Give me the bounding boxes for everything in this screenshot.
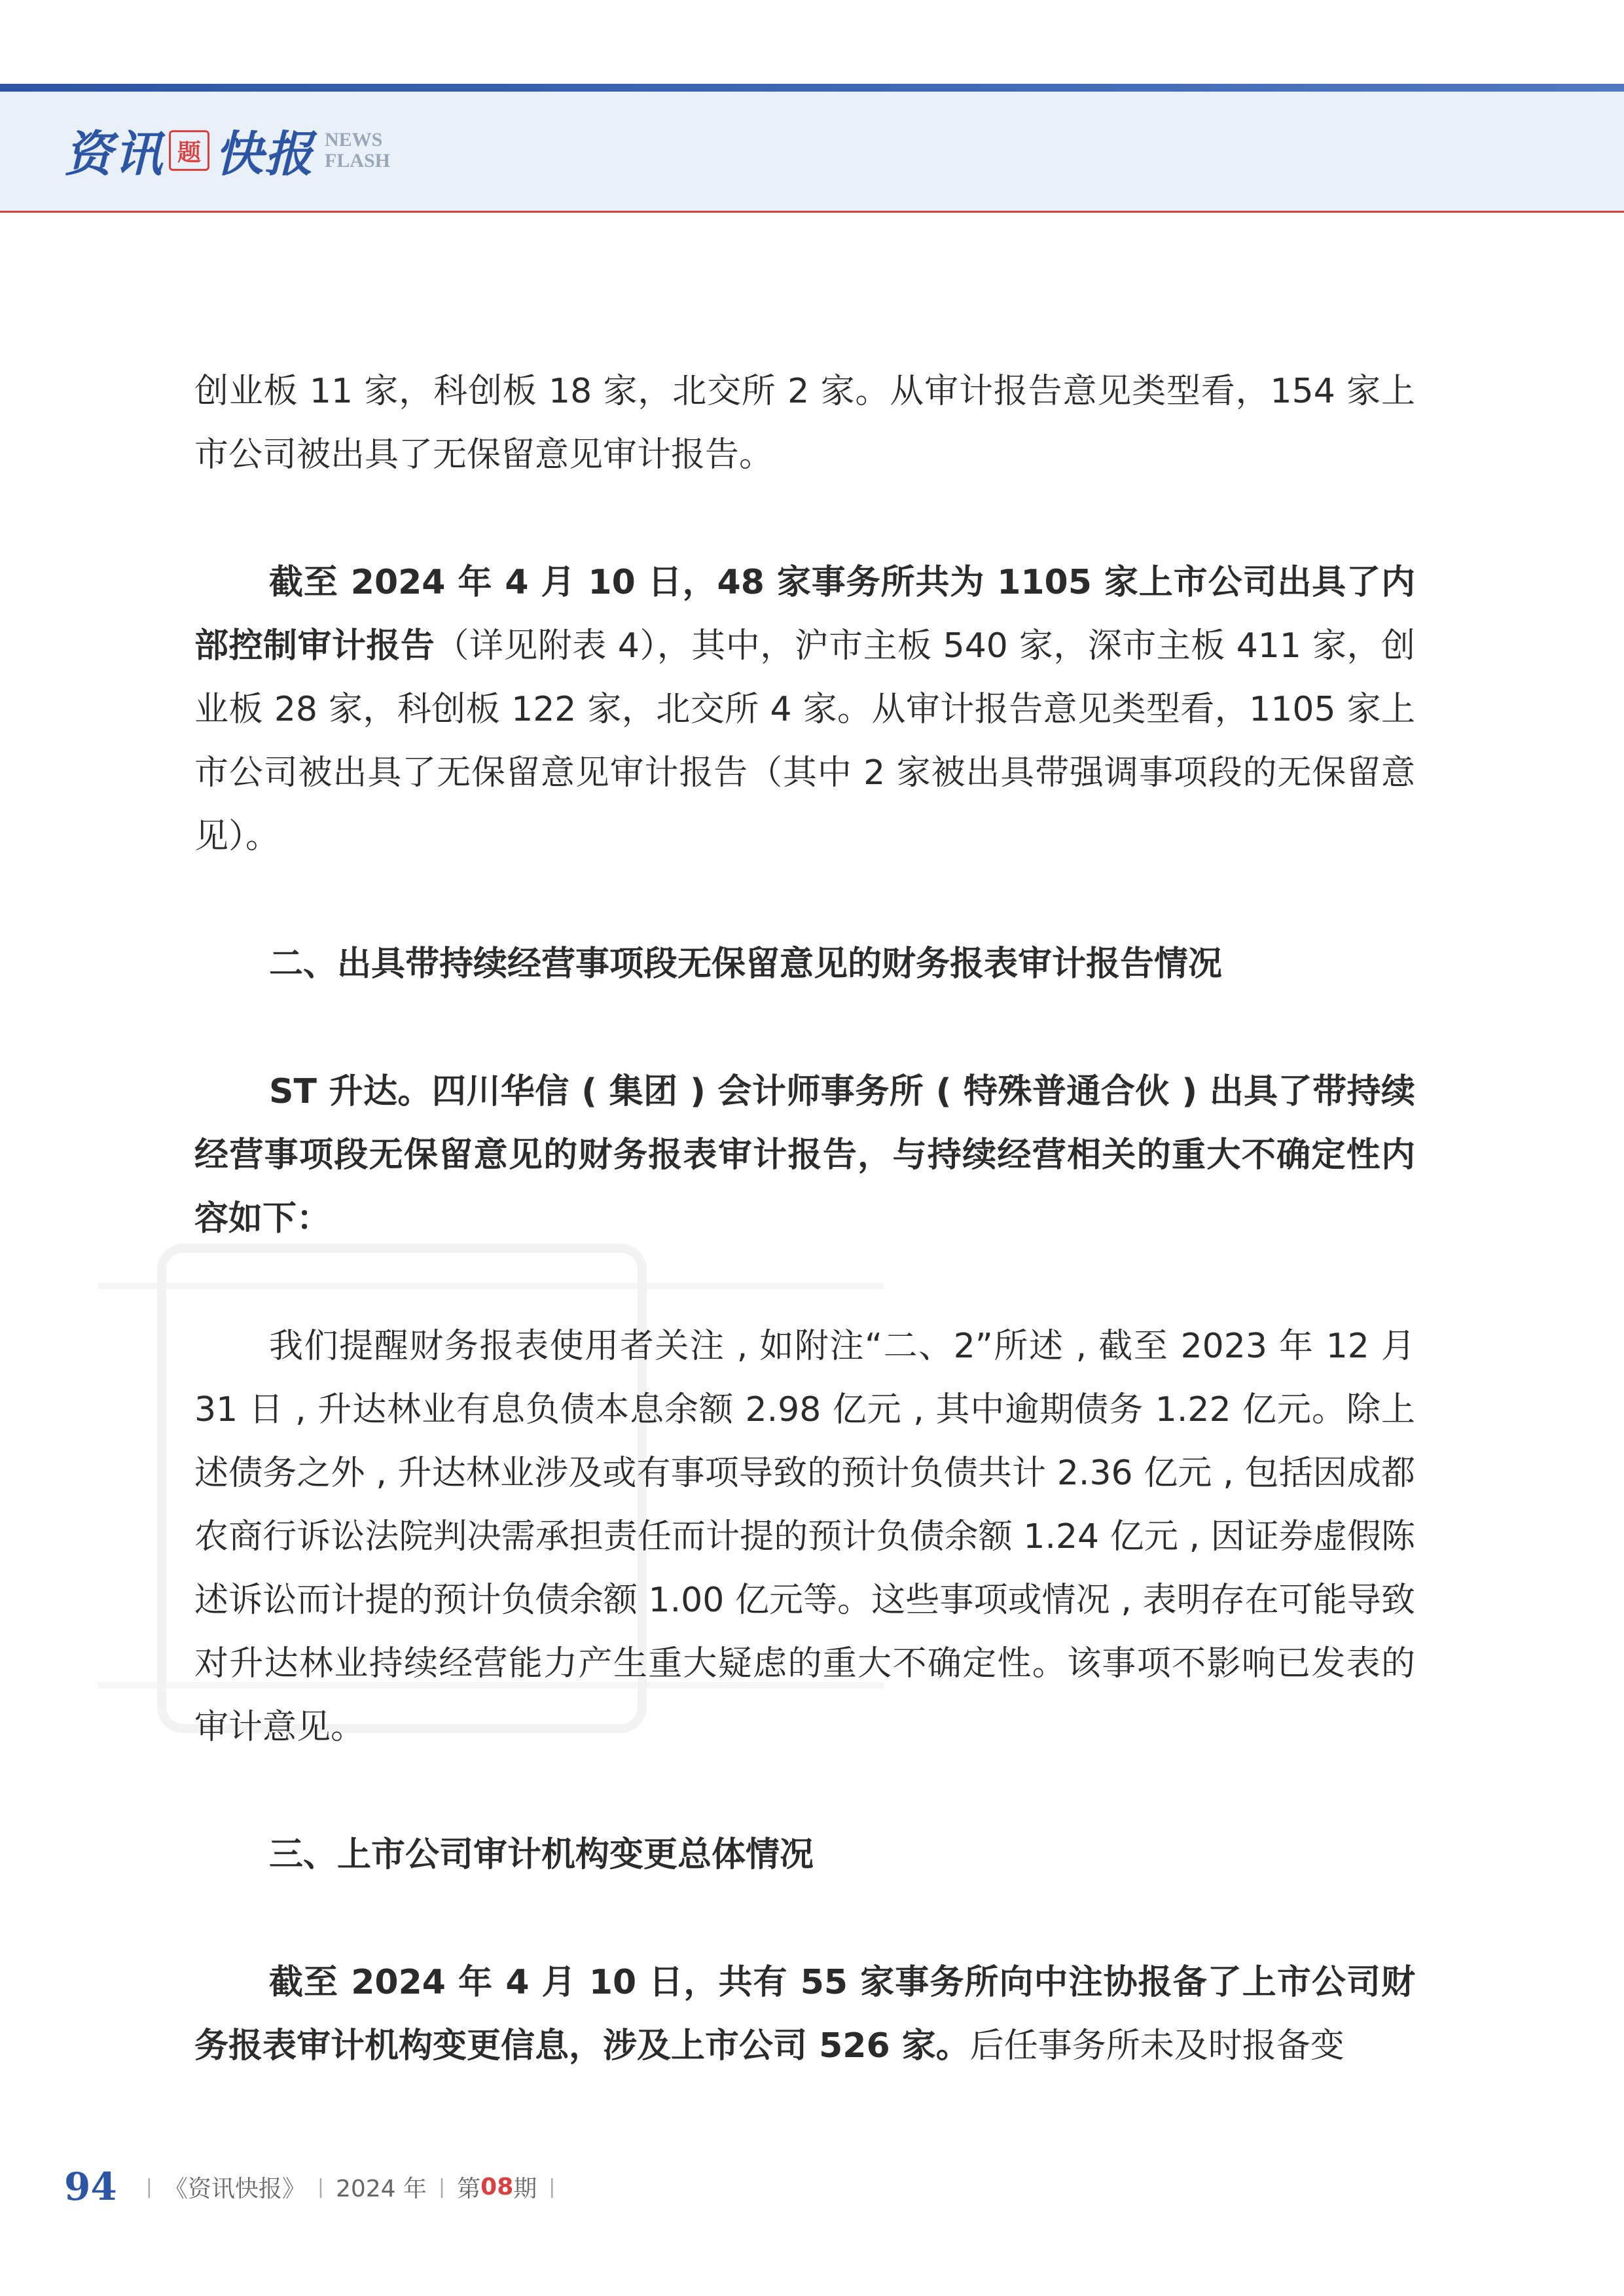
- paragraph-5: [194, 1951, 1415, 2078]
- footer-separator: |: [317, 2175, 324, 2198]
- footer-issue-number: 08: [480, 2173, 514, 2200]
- article-body: [194, 360, 1415, 2142]
- paragraph-2: [194, 551, 1415, 869]
- paragraph-5-rest: 后任事务所未及时报备变: [969, 2026, 1344, 2066]
- paragraph-5-lead: 截至 2024 年 4 月 10 日，共有 55 家事务所向中注协报备了上市公司财务报表审计机构变更信息，涉及上市公司 526 家。: [194, 1963, 1415, 2066]
- paragraph-2-rest: （详见附表 4），其中，沪市主板 540 家，深市主板 411 家，创业板 28 家，科创板 122 家，北交所 4 家。从审计报告意见类型看，1105 家上市公司被出具了无保留意见审计报告（其中 2 家被出具带强调事项段的无保留意见）。: [194, 626, 1415, 856]
- publication-logo: [64, 118, 390, 183]
- logo-text-1: 资讯: [64, 126, 164, 183]
- paragraph-3: ST 升达。四川华信 ( 集团 ) 会计师事务所 ( 特殊普通合伙 ) 出具了带持续经营事项段无保留意见的财务报表审计报告，与持续经营相关的重大不确定性内容如下：: [194, 1072, 1415, 1238]
- logo-english-line-2: FLASH: [325, 150, 391, 171]
- footer-separator: |: [439, 2175, 446, 2198]
- section-heading-3: 三、上市公司审计机构变更总体情况: [269, 1835, 814, 1874]
- footer-separator: |: [145, 2175, 153, 2198]
- section-heading-2: 二、出具带持续经营事项段无保留意见的财务报表审计报告情况: [269, 944, 1223, 984]
- page-number: 94: [64, 2164, 117, 2209]
- logo-text-2: 快报: [215, 126, 314, 183]
- logo-seal-icon: 题: [169, 130, 209, 171]
- paragraph-2-lead: 截至 2024 年 4 月 10 日，48 家事务所共为 1105 家上市公司出具了内部控制审计报告: [194, 563, 1415, 666]
- page-footer: [64, 2163, 567, 2210]
- logo-english-line-1: NEWS: [325, 129, 383, 151]
- footer-separator: |: [549, 2175, 556, 2198]
- paragraph-1: 创业板 11 家，科创板 18 家，北交所 2 家。从审计报告意见类型看，154 家上市公司被出具了无保留意见审计报告。: [194, 372, 1415, 475]
- header-top-bar: [0, 84, 1624, 92]
- footer-issue-suffix: 期: [513, 2175, 537, 2202]
- paragraph-4: 我们提醒财务报表使用者关注 , 如附注“二、2”所述 , 截至 2023 年 12 月 31 日 , 升达林业有息负债本息余额 2.98 亿元 , 其中逾期债务 1.22 亿元。除上述债务之外 , 升达林业涉及或有事项导致的预计负债共计 2.36 亿元 , 包括因成都农商行诉讼法院判决需承担责任而计提的预计负债余额 1.24 亿元 , 因证券虚假陈述诉讼而计提的预计负债余额 1.00 亿元等。这些事项或情况 , 表明存在可能导致对升达林业持续经营能力产生重大疑虑的重大不确定性。该事项不影响已发表的审计意见。: [194, 1327, 1415, 1747]
- footer-publication: 《资讯快报》: [164, 2175, 306, 2202]
- header-divider: [0, 211, 1624, 213]
- footer-year: 2024 年: [335, 2175, 427, 2202]
- logo-english: [325, 130, 390, 171]
- footer-issue-prefix: 第: [457, 2175, 481, 2202]
